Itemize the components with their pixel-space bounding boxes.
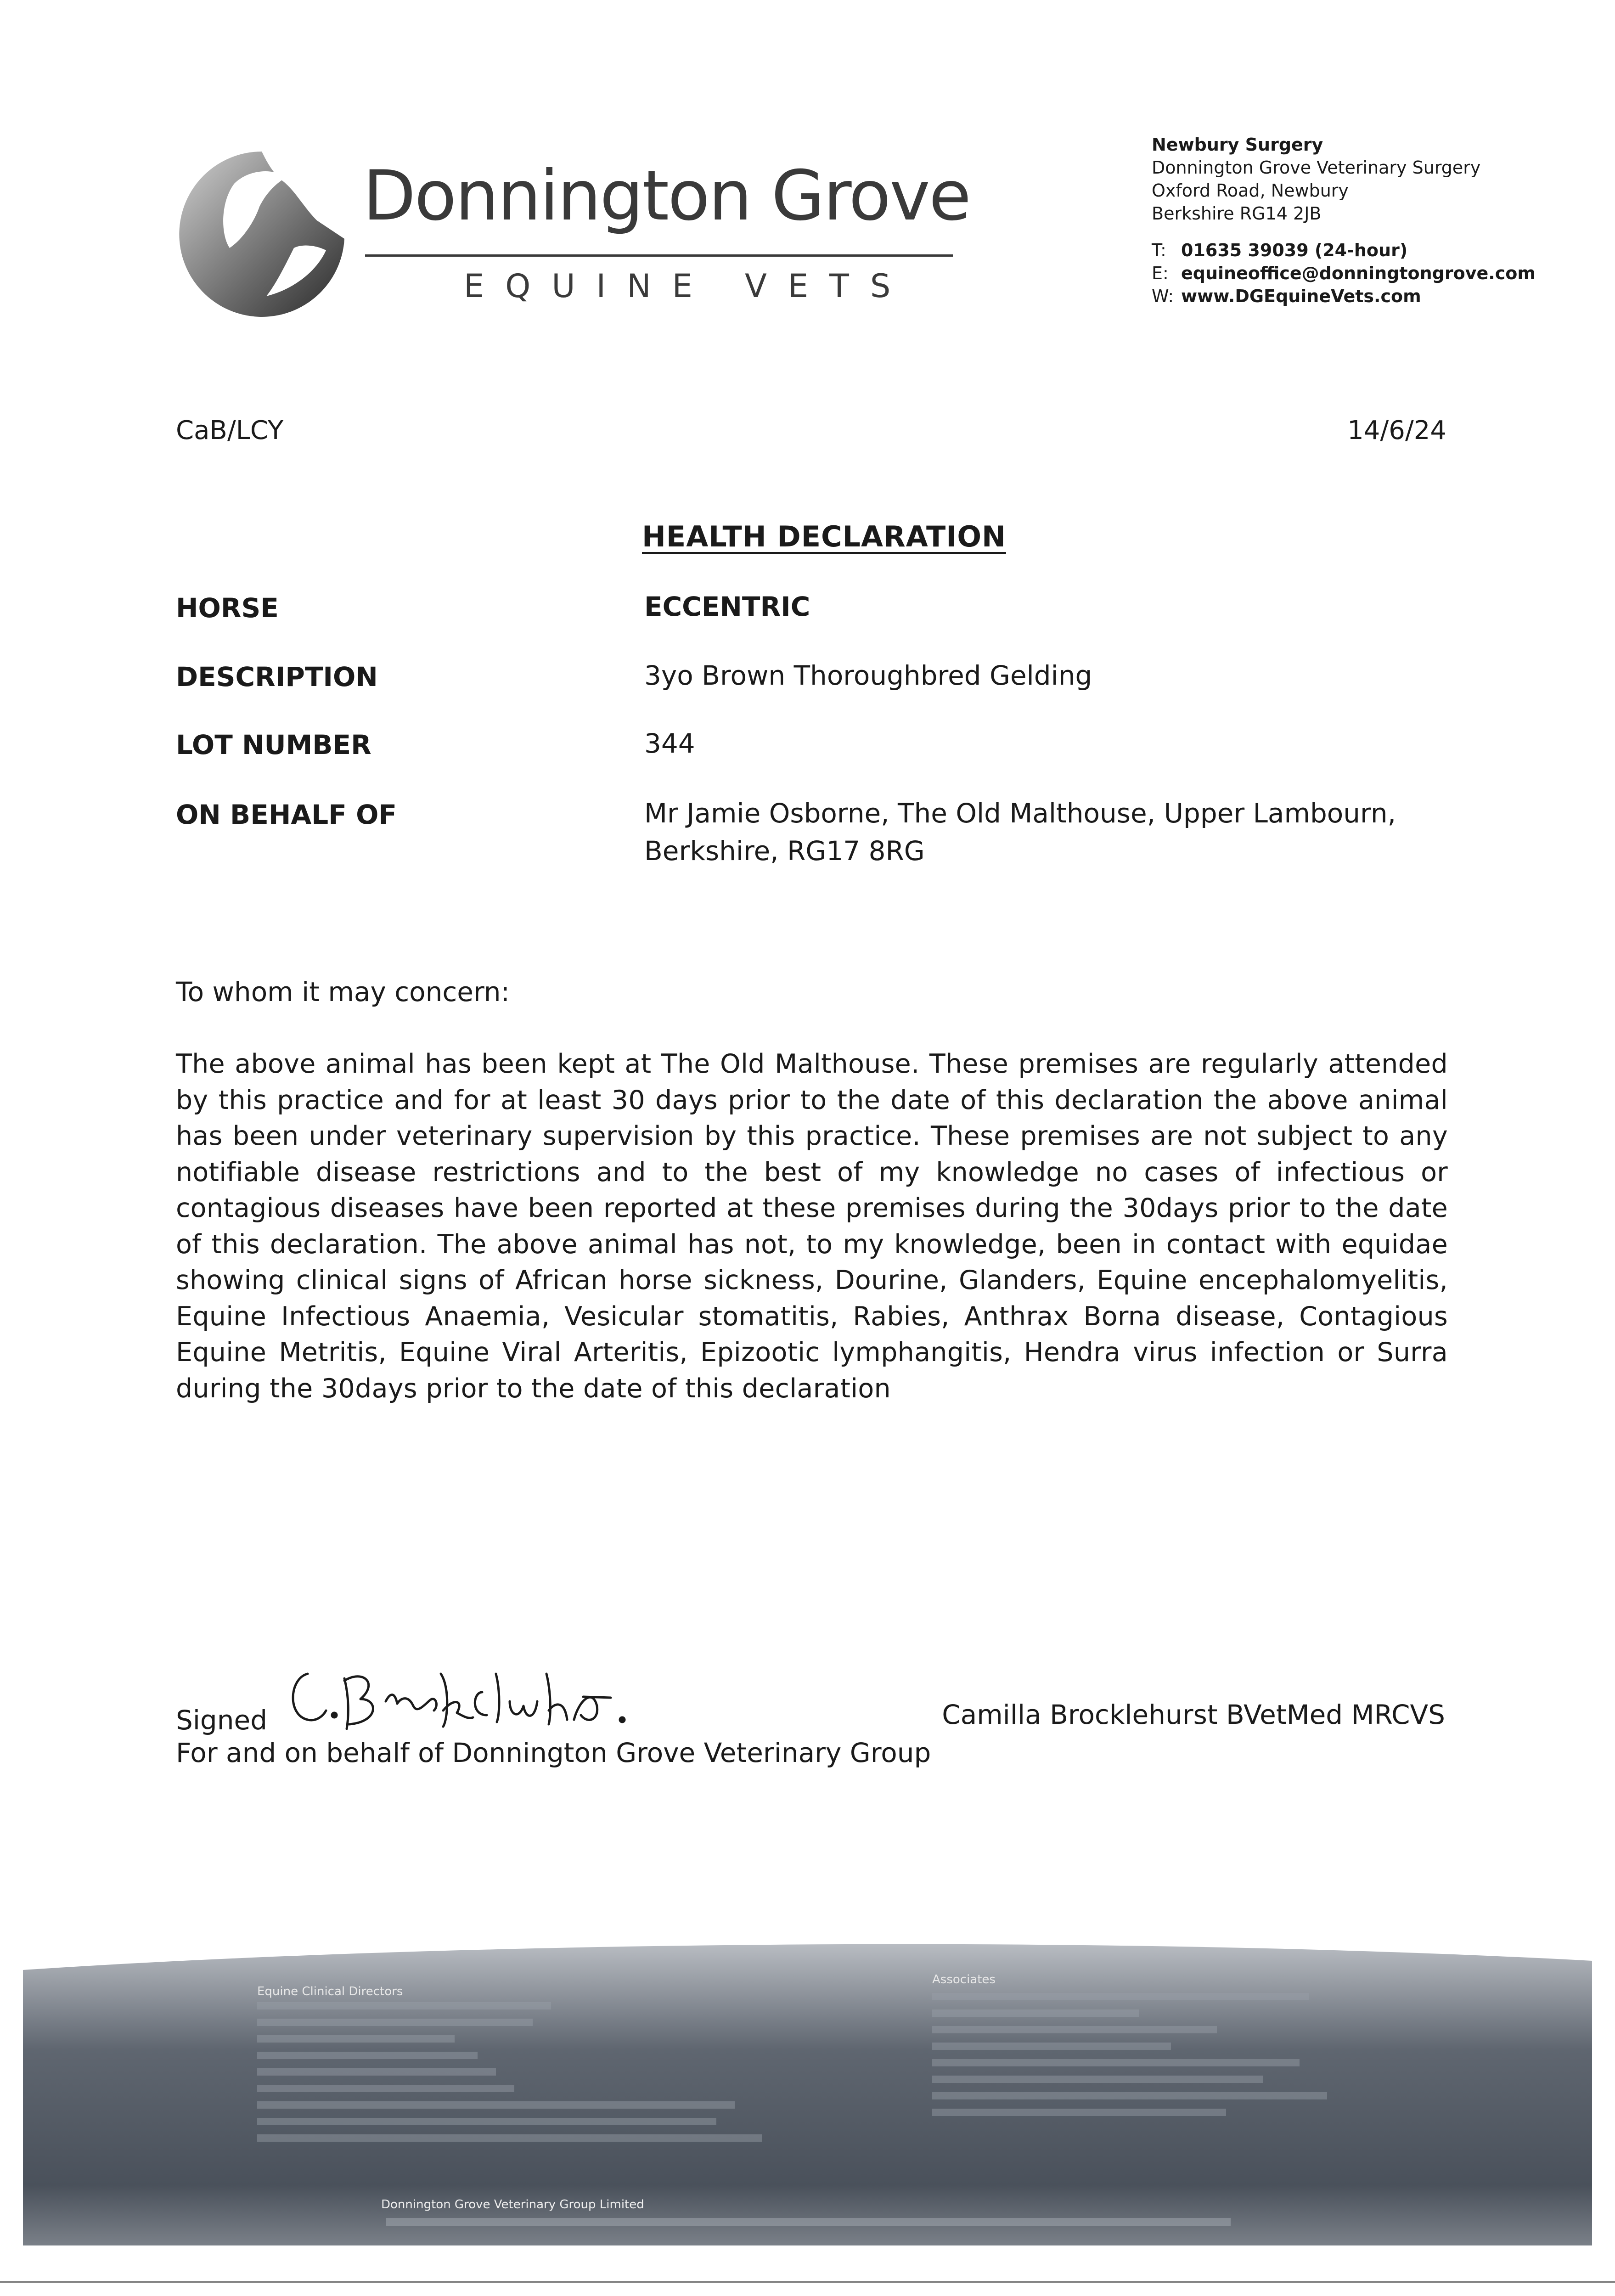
field-label-lot-number: LOT NUMBER <box>176 729 371 760</box>
web-address: www.DGEquineVets.com <box>1181 286 1421 306</box>
brand-divider <box>365 254 953 257</box>
email-prefix: E: <box>1152 263 1169 283</box>
email-address: equineoffice@donningtongrove.com <box>1181 263 1536 283</box>
contact-block <box>1152 133 1592 308</box>
document-title: HEALTH DECLARATION <box>642 520 1006 553</box>
brand-logo-icon <box>179 152 344 317</box>
footer-registration-line <box>386 2218 1231 2226</box>
phone-number: 01635 39039 (24-hour) <box>1181 240 1408 260</box>
footer-directors-heading: Equine Clinical Directors <box>257 1985 403 1998</box>
on-behalf-line-2: Berkshire, RG17 8RG <box>644 835 925 867</box>
web-line <box>1152 285 1592 308</box>
field-value-description: 3yo Brown Thoroughbred Gelding <box>644 660 1092 691</box>
brand-name: Donnington Grove <box>363 156 970 236</box>
field-label-description: DESCRIPTION <box>176 661 378 692</box>
surgery-name: Newbury Surgery <box>1152 135 1323 155</box>
phone-prefix: T: <box>1152 240 1166 260</box>
footer-associates-list <box>932 1993 1345 2177</box>
phone-line <box>1152 239 1592 262</box>
page-bottom-rule <box>0 2281 1615 2283</box>
address-line: Berkshire RG14 2JB <box>1152 203 1322 224</box>
footer-company-line: Donnington Grove Veterinary Group Limited <box>381 2198 644 2212</box>
handwritten-signature <box>280 1646 629 1743</box>
salutation: To whom it may concern: <box>176 976 510 1007</box>
address-line: Oxford Road, Newbury <box>1152 180 1349 201</box>
on-behalf-statement: For and on behalf of Donnington Grove Veterinary Group <box>176 1737 931 1768</box>
declaration-body: The above animal has been kept at The Old Malthouse. These premises are regularly attended by this practice and for at least 30 days prior to the date of this declaration the above animal has been under veterinary supervision by this practice. These premises are not subject to any notifiable disease restrictions and to the best of my knowledge no cases of infectious or contagious diseases have been reported at these premises during the 30days prior to the date of this declaration. The above animal has not, to my knowledge, been in contact with equidae showing clinical signs of African horse sickness, Dourine, Glanders, Equine encephalomyelitis, Equine Infectious Anaemia, Vesicular stomatitis, Rabies, Anthrax Borna disease, Contagious Equine Metritis, Equine Viral Arteritis, Epizootic lymphangitis, Hendra virus infection or Surra during the 30days prior to the date of this declaration <box>176 1049 1448 1404</box>
email-line <box>1152 262 1592 285</box>
footer-associates-heading: Associates <box>932 1973 996 1986</box>
web-prefix: W: <box>1152 286 1174 306</box>
signed-label: Signed <box>176 1705 268 1736</box>
on-behalf-line-1: Mr Jamie Osborne, The Old Malthouse, Upper Lambourn, <box>644 798 1396 829</box>
signer-name: Camilla Brocklehurst BVetMed MRCVS <box>942 1699 1445 1730</box>
field-value-horse: ECCENTRIC <box>644 591 810 622</box>
field-value-on-behalf-of <box>644 794 1396 870</box>
letter-date: 14/6/24 <box>1347 416 1446 445</box>
address-line: Donnington Grove Veterinary Surgery <box>1152 158 1481 178</box>
reference-code: CaB/LCY <box>176 416 284 445</box>
brand-subtitle: EQUINE VETS <box>464 267 912 305</box>
field-value-lot-number: 344 <box>644 728 695 759</box>
footer-directors-list <box>257 2002 560 2223</box>
field-label-on-behalf-of: ON BEHALF OF <box>176 799 397 830</box>
field-label-horse: HORSE <box>176 592 279 624</box>
